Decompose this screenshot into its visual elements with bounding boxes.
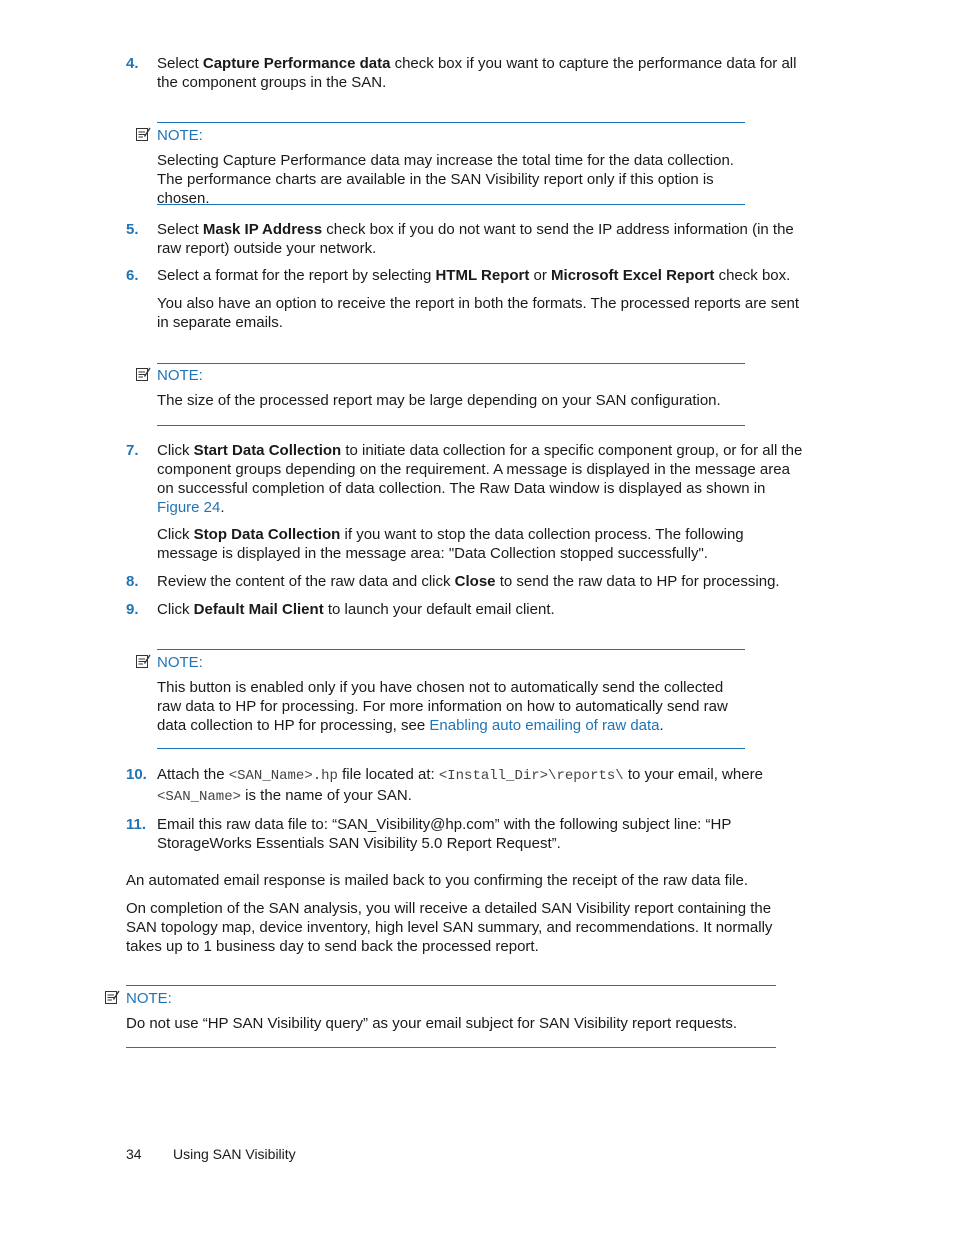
step-text [157,441,803,517]
step-text-pre: Click [157,526,194,543]
note-label: NOTE: [157,127,203,144]
step-text-end: . [220,499,225,516]
note-text [157,678,742,735]
note-header [135,366,203,387]
note-text-post: . [659,717,664,734]
step-text [157,54,803,92]
note-label: NOTE: [126,990,172,1007]
step-text-pre: Attach the [157,766,229,783]
step-number: 9. [126,601,139,618]
note-top-rule [126,985,776,986]
step-text [157,600,803,619]
note-header [135,126,203,147]
step-text [157,266,803,285]
note-text: Do not use “HP SAN Visibility query” as your email subject for SAN Visibility report requests. [126,1015,738,1032]
note-text: Selecting Capture Performance data may increase the total time for the data collection. The performance charts are available in the SAN Visibility report only if this option is chosen. [157,152,734,207]
step-text-post: to launch your default email client. [323,601,555,618]
ui-term: Start Data Collection [193,442,342,459]
note-pad-icon [104,989,120,1010]
ui-term: Close [454,573,496,590]
step-text-post: check box if you want to capture the performance data for all the component groups in the SAN. [157,55,797,91]
step-7-extra [157,525,807,563]
code-placeholder: <SAN_Name> [157,789,242,805]
ui-term: Microsoft Excel Report [551,267,715,284]
note-text: The size of the processed report may be large depending on your SAN configuration. [157,392,721,409]
note-top-rule [157,122,745,123]
step-number: 4. [126,55,139,72]
step-text-pre: Review the content of the raw data and click [157,573,455,590]
step-number: 5. [126,221,139,238]
step-text: Email this raw data file to: “SAN_Visibility@hp.com” with the following subject line: “HP StorageWorks Essentials SAN Visibility 5.0 Report Request”. [157,816,732,852]
step-text-post: if you want to stop the data collection process. The following message is displayed in the message area: "Data Collection stopped successfully". [157,526,744,562]
step-text-post: is the name of your SAN. [241,787,412,804]
note-top-rule [157,363,745,364]
step-text-pre: Select [157,55,203,72]
ui-term: Capture Performance data [202,55,391,72]
step-number: 10. [126,766,147,783]
step-text-pre: Click [157,442,194,459]
step-text-mid: or [529,267,552,284]
step-text-post: to send the raw data to HP for processing. [495,573,780,590]
section-title: Using SAN Visibility [173,1146,296,1162]
step-number: 8. [126,573,139,590]
step-number: 7. [126,442,139,459]
step-text-post: check box if you do not want to send the IP address information (in the raw report) outside your network. [157,221,794,257]
step-text-pre: Click [157,601,194,618]
note-top-rule [157,649,745,650]
note-pad-icon [135,653,151,674]
step-text [157,220,803,258]
step-text-post: check box. [714,267,791,284]
note-bottom-rule [126,1047,776,1048]
ui-term: Default Mail Client [193,601,324,618]
step-text [157,572,803,591]
step-number: 6. [126,267,139,284]
step-6-extra: You also have an option to receive the report in both the formats. The processed reports are sent in separate emails. [157,295,800,331]
note-header [135,653,203,674]
paragraph-analysis: On completion of the SAN analysis, you will receive a detailed SAN Visibility report containing the SAN topology map, device inventory, high level SAN summary, and recommendations. It normally takes up to 1 business day to send back the processed report. [126,900,773,955]
note-label: NOTE: [157,654,203,671]
step-text-post: to initiate data collection for a specific component group, or for all the component groups depending on the requirement. A message is displayed in the message area on successful completion of data collection. The Raw Data window is displayed as shown in [157,442,803,497]
page-number: 34 [126,1146,142,1162]
note-bottom-rule [157,425,745,426]
note-bottom-rule [157,204,745,205]
step-text [157,765,803,807]
ui-term: HTML Report [435,267,530,284]
note-header [104,989,172,1010]
note-pad-icon [135,126,151,147]
step-text-mid: to your email, where [623,766,763,783]
note-label: NOTE: [157,367,203,384]
note-bottom-rule [157,748,745,749]
step-text-mid: file located at: [337,766,439,783]
ui-term: Mask IP Address [202,221,323,238]
note-pad-icon [135,366,151,387]
code-path: <Install_Dir>\reports\ [438,768,624,784]
step-text-pre: Select [157,221,203,238]
paragraph-auto-response: An automated email response is mailed back to you confirming the receipt of the raw data file. [126,872,748,889]
note-text-pre: This button is enabled only if you have chosen not to automatically send the collected raw data to HP for processing. For more information on how to automatically send raw data collection to HP for processing, see [157,679,728,734]
auto-email-link[interactable]: Enabling auto emailing of raw data [429,717,660,734]
code-filename: <SAN_Name>.hp [228,768,338,784]
step-number: 11. [126,816,147,833]
step-text-pre: Select a format for the report by selecting [157,267,436,284]
ui-term: Stop Data Collection [193,526,341,543]
figure-link[interactable]: Figure 24 [157,499,221,516]
